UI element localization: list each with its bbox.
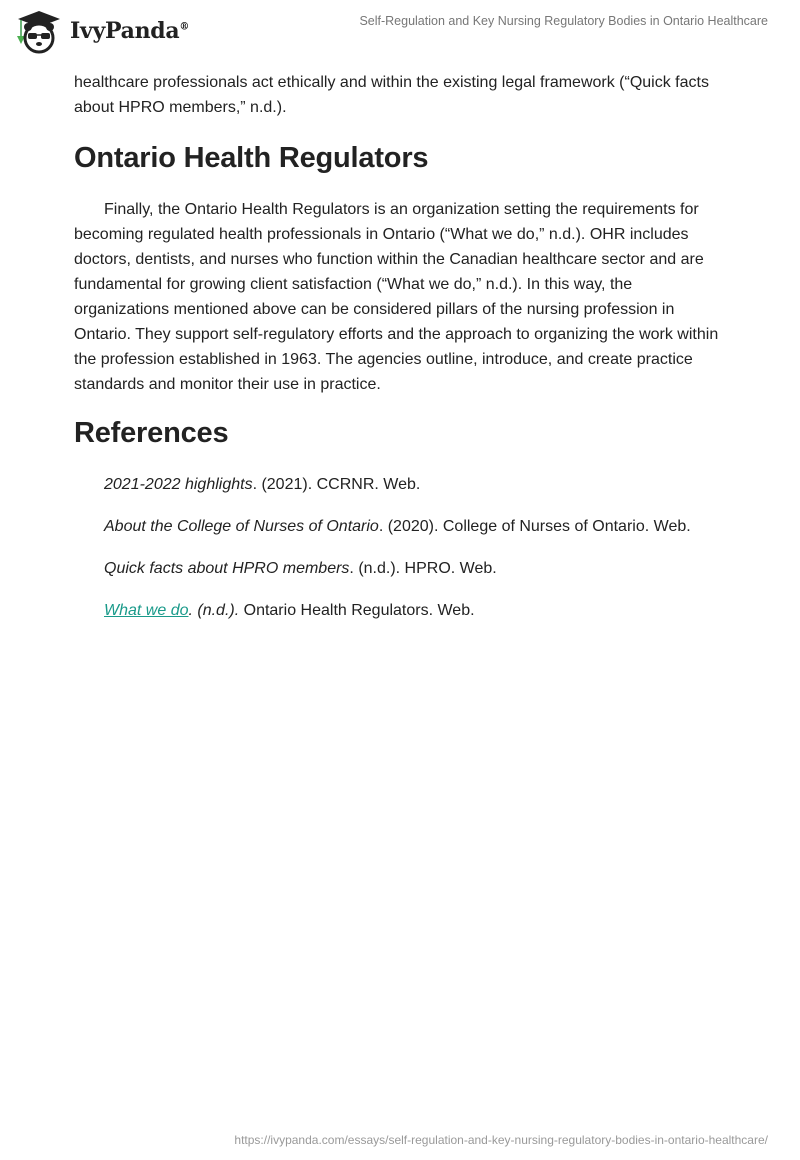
reference-item: Quick facts about HPRO members. (n.d.). HPRO. Web. xyxy=(104,560,497,577)
page-header xyxy=(0,0,800,60)
document-title: Self-Regulation and Key Nursing Regulatory Bodies in Ontario Healthcare xyxy=(359,14,768,28)
section-heading-ohr: Ontario Health Regulators xyxy=(74,142,429,174)
ivypanda-logo[interactable] xyxy=(14,8,189,54)
document-body xyxy=(74,70,726,640)
reference-item: 2021-2022 highlights. (2021). CCRNR. Web. xyxy=(104,476,421,493)
intro-paragraph: healthcare professionals act ethically and within the existing legal framework (“Quick facts about HPRO members,” n.d.). xyxy=(74,74,709,116)
ohr-paragraph: Finally, the Ontario Health Regulators is an organization setting the requirements for becoming regulated health professionals in Ontario (“What we do,” n.d.). OHR includes doctors, dentists, and nurses who function within the Canadian healthcare sector and are fundamental for growing client satisfaction (“What we do,” n.d.). In this way, the organizations mentioned above can be considered pillars of the nursing profession in Ontario. They support self-regulatory efforts and the approach to organizing the work within the profession established in 1963. The agencies outline, introduce, and create practice standards and monitor their use in practice. xyxy=(74,201,719,393)
reference-item: About the College of Nurses of Ontario. (2020). College of Nurses of Ontario. Web. xyxy=(104,518,691,535)
panda-graduate-icon xyxy=(14,8,64,54)
reference-item: What we do. (n.d.). Ontario Health Regulators. Web. xyxy=(104,602,475,619)
reference-link-what-we-do[interactable]: What we do xyxy=(104,602,189,619)
references-heading: References xyxy=(74,417,229,449)
logo-wordmark: IvyPanda® xyxy=(70,18,190,44)
footer-url[interactable]: https://ivypanda.com/essays/self-regulation-and-key-nursing-regulatory-bodies-in-ontario-healthcare/ xyxy=(234,1133,768,1147)
